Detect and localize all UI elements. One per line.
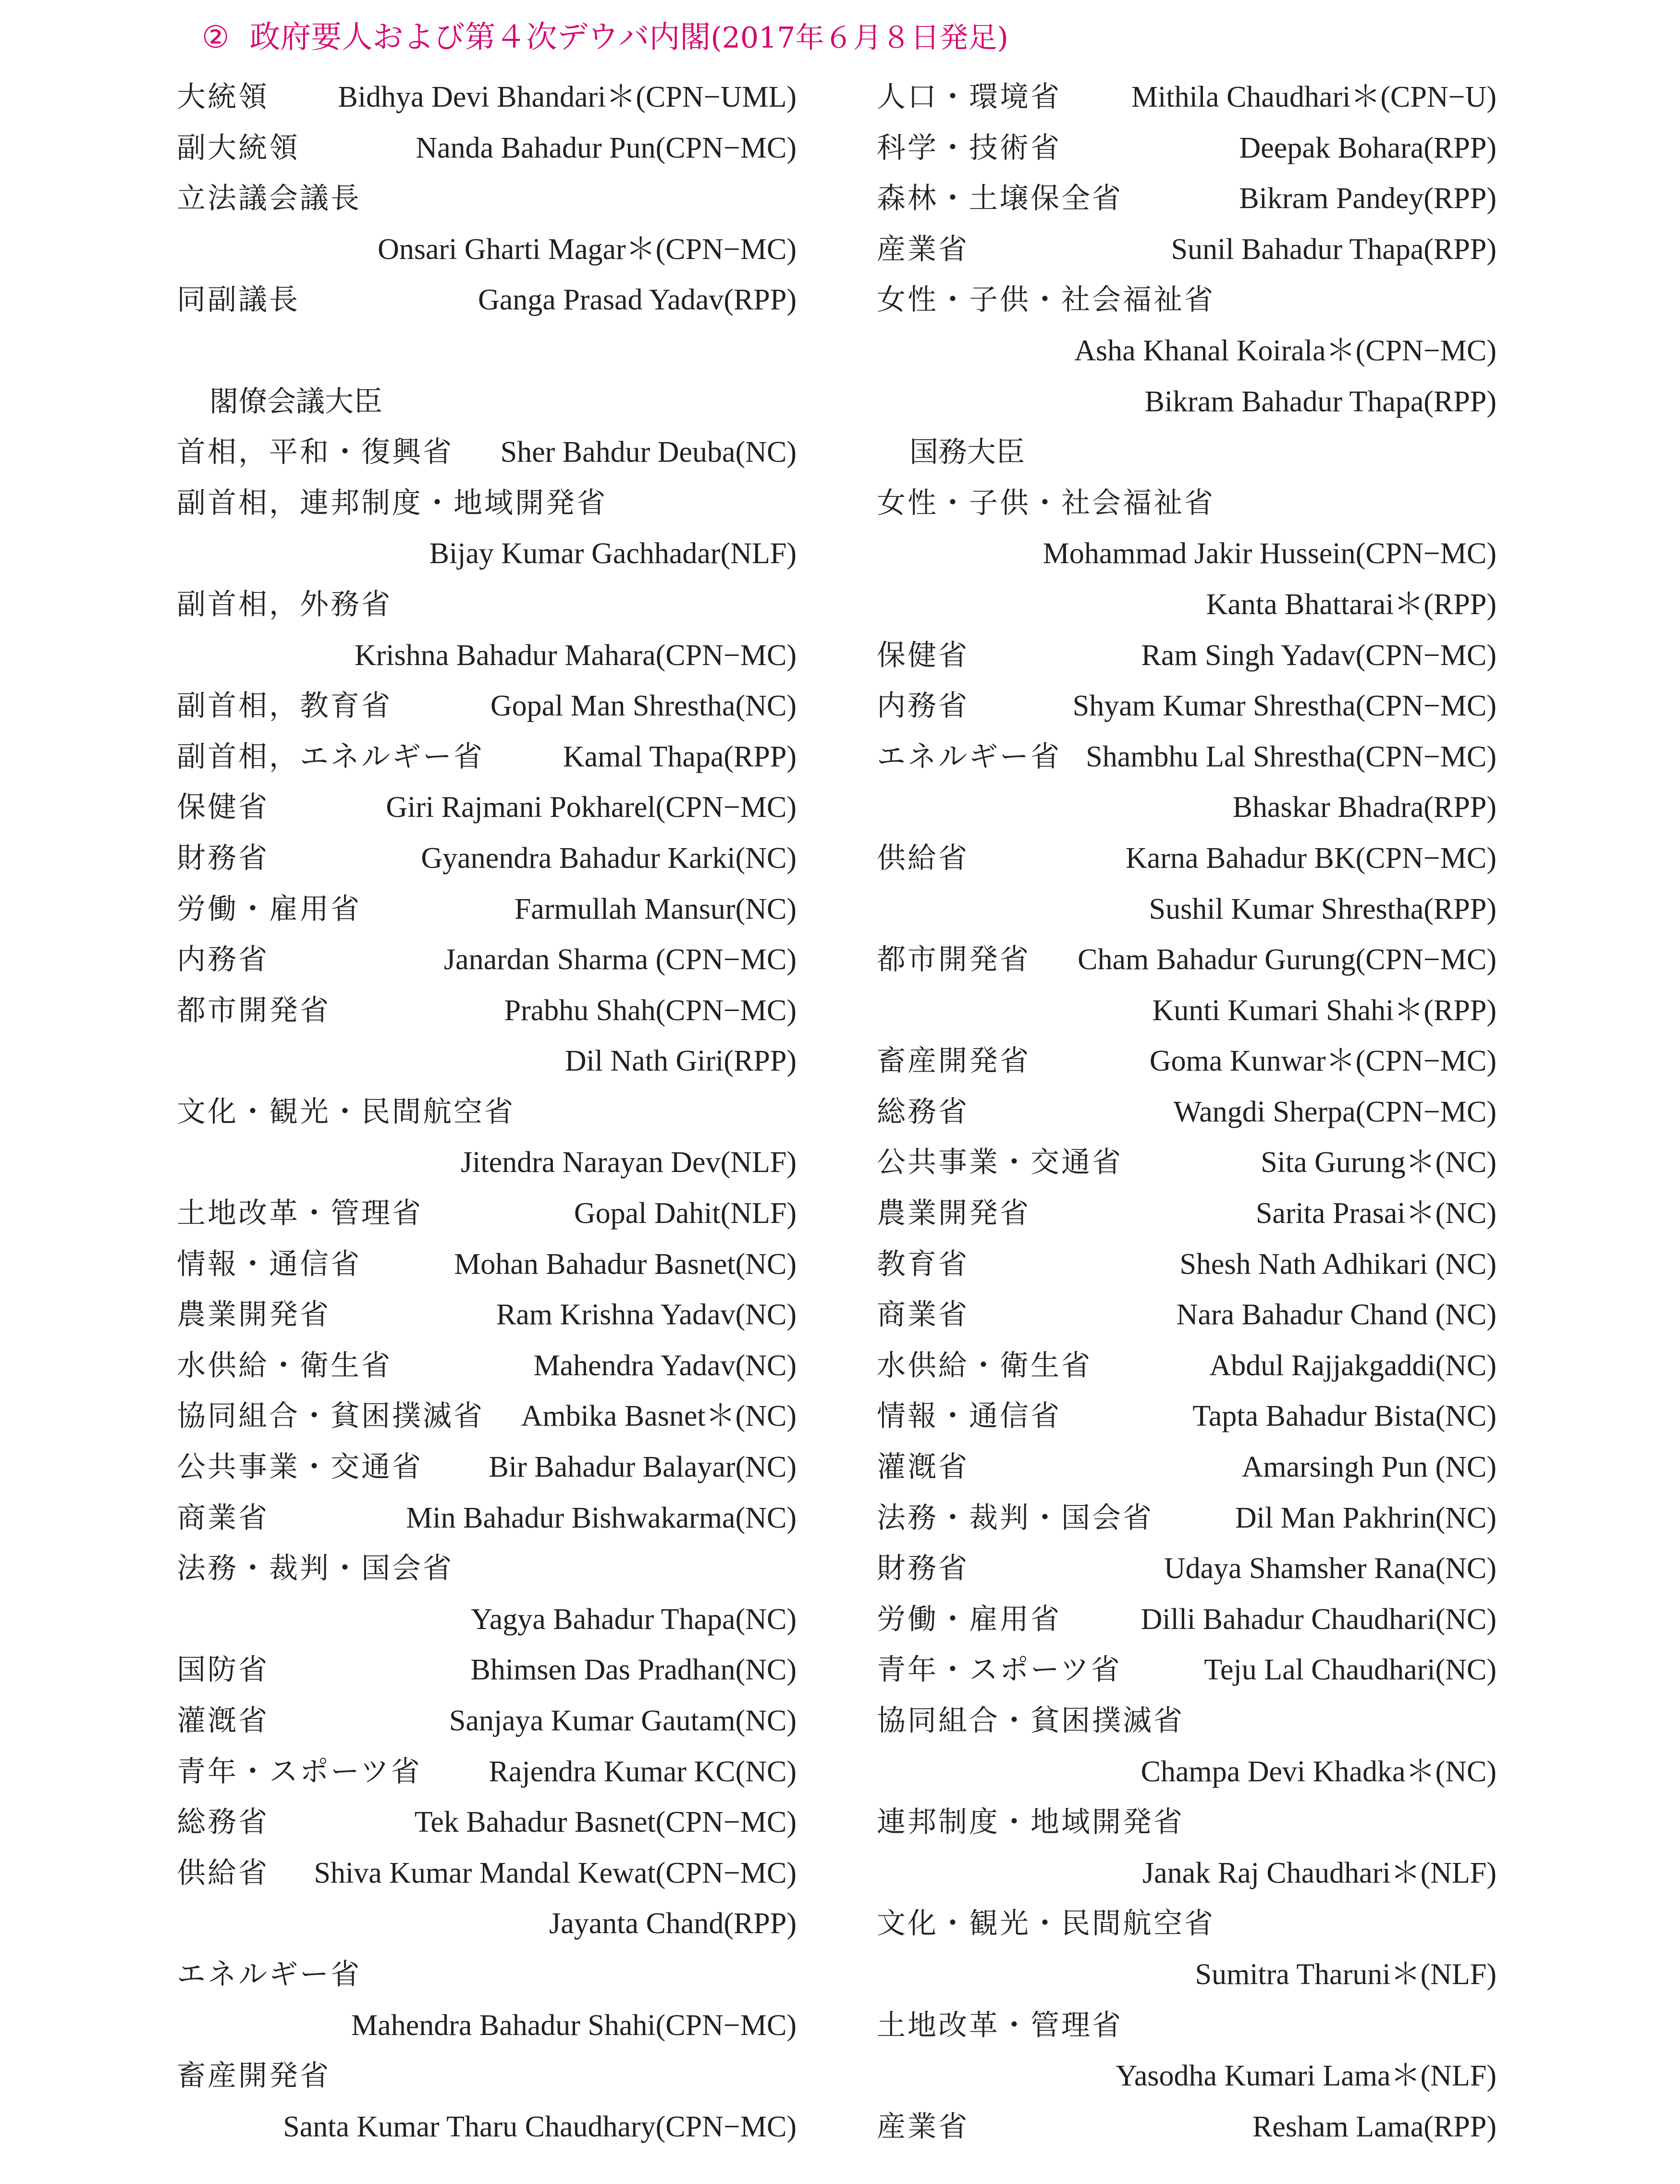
cabinet-row [877, 1899, 1496, 1950]
cabinet-row [177, 2051, 797, 2102]
person-name: Deepak Bohara(RPP) [1239, 131, 1496, 164]
person-name: Gopal Dahit(NLF) [574, 1197, 797, 1230]
cabinet-row [177, 2000, 797, 2051]
cabinet-row [177, 1797, 797, 1848]
person-name: Sumitra Tharuni＊(NLF) [1195, 1958, 1496, 1991]
cabinet-row [177, 1239, 797, 1290]
ministry-name: 公共事業・交通省 [877, 1146, 1123, 1180]
person-name: Rajendra Kumar KC(NC) [489, 1755, 797, 1788]
cabinet-row [177, 1747, 797, 1798]
cabinet-row [877, 1747, 1496, 1798]
cabinet-row [177, 326, 797, 377]
cabinet-row [877, 1797, 1496, 1848]
person-name: Sarita Prasai＊(NC) [1255, 1197, 1496, 1230]
ministry-name: 水供給・衛生省 [177, 1348, 392, 1382]
ministry-name: 副首相，エネルギー省 [177, 740, 484, 774]
ministry-name: 人口・環境省 [877, 80, 1061, 114]
cabinet-row [877, 173, 1496, 224]
ministry-name: 文化・観光・民間航空省 [177, 1095, 515, 1129]
left-column [177, 72, 797, 2152]
cabinet-row [177, 2102, 797, 2153]
person-name: Nanda Bahadur Pun(CPN−MC) [416, 131, 797, 164]
person-name: Karna Bahadur BK(CPN−MC) [1126, 841, 1496, 875]
ministry-name: 情報・通信省 [177, 1247, 361, 1281]
cabinet-row [877, 1087, 1496, 1138]
cabinet-row [177, 1087, 797, 1138]
ministry-name: 商業省 [177, 1501, 269, 1535]
person-name: Farmullah Mansur(NC) [514, 892, 797, 925]
ministry-name: 財務省 [877, 1552, 969, 1586]
person-name: Bikram Bahadur Thapa(RPP) [1144, 385, 1496, 418]
ministry-name: 法務・裁判・国会省 [877, 1501, 1153, 1535]
person-name: Bikram Pandey(RPP) [1239, 182, 1496, 215]
person-name: Cham Bahadur Gurung(CPN−MC) [1078, 943, 1496, 976]
person-name: Prabhu Shah(CPN−MC) [504, 994, 797, 1027]
cabinet-row [877, 1594, 1496, 1645]
person-name: Bijay Kumar Gachhadar(NLF) [429, 537, 797, 570]
person-name: Sushil Kumar Shrestha(RPP) [1149, 892, 1496, 925]
ministry-name: 森林・土壌保全省 [877, 182, 1123, 216]
ministry-name: 内務省 [177, 943, 269, 977]
person-name: Tek Bahadur Basnet(CPN−MC) [414, 1806, 797, 1839]
cabinet-row [877, 1341, 1496, 1392]
person-name: Jitendra Narayan Dev(NLF) [461, 1146, 797, 1179]
person-name: Tapta Bahadur Bista(NC) [1192, 1400, 1496, 1433]
page-title [202, 9, 1008, 66]
person-name: Shesh Nath Adhikari (NC) [1179, 1247, 1496, 1281]
ministry-name: 保健省 [877, 638, 969, 672]
cabinet-row [877, 782, 1496, 833]
ministry-name: 畜産開発省 [177, 2059, 331, 2093]
person-name: Gopal Man Shrestha(NC) [490, 690, 797, 723]
person-name: Sanjaya Kumar Gautam(NC) [449, 1704, 797, 1737]
cabinet-row [177, 1645, 797, 1696]
person-name: Champa Devi Khadka＊(NC) [1140, 1755, 1496, 1788]
person-name: Dilli Bahadur Chaudhari(NC) [1140, 1603, 1496, 1636]
person-name: Abdul Rajjakgaddi(NC) [1209, 1349, 1496, 1382]
cabinet-row [877, 1290, 1496, 1341]
person-name: Dil Nath Giri(RPP) [564, 1045, 797, 1078]
ministry-name: 教育省 [877, 1247, 969, 1281]
ministry-name: 都市開発省 [177, 993, 331, 1027]
cabinet-row [177, 630, 797, 681]
person-name: Mohan Bahadur Basnet(NC) [454, 1247, 797, 1281]
ministry-name: 土地改革・管理省 [877, 2008, 1123, 2042]
ministry-name: 総務省 [177, 1805, 269, 1839]
person-name: Nara Bahadur Chand (NC) [1176, 1298, 1496, 1332]
cabinet-row [877, 630, 1496, 681]
person-name: Min Bahadur Bishwakarma(NC) [406, 1501, 797, 1534]
cabinet-row [877, 1543, 1496, 1594]
cabinet-row [877, 377, 1496, 428]
person-name: Dil Man Pakhrin(NC) [1235, 1501, 1496, 1534]
cabinet-row [177, 1493, 797, 1544]
person-name: Onsari Gharti Magar＊(CPN−MC) [378, 233, 797, 266]
ministry-name: 保健省 [177, 790, 269, 825]
cabinet-row [877, 2000, 1496, 2051]
ministry-name: 灌漑省 [177, 1704, 269, 1738]
ministry-name: 産業省 [877, 232, 969, 266]
cabinet-row [877, 1036, 1496, 1087]
cabinet-row [877, 2051, 1496, 2102]
ministry-name: 財務省 [177, 841, 269, 875]
person-name: Yagya Bahadur Thapa(NC) [471, 1603, 797, 1636]
person-name: Ganga Prasad Yadav(RPP) [478, 284, 797, 317]
right-column [877, 72, 1496, 2152]
ministry-name: 土地改革・管理省 [177, 1197, 423, 1231]
person-name: Gyanendra Bahadur Karki(NC) [421, 841, 797, 875]
cabinet-row [877, 326, 1496, 377]
person-name: Goma Kunwar＊(CPN−MC) [1149, 1045, 1496, 1078]
ministry-name: 副首相，外務省 [177, 587, 392, 621]
person-name: Bhaskar Bhadra(RPP) [1232, 791, 1496, 824]
cabinet-row [877, 1493, 1496, 1544]
person-name: Mithila Chaudhari＊(CPN−U) [1131, 81, 1496, 113]
person-name: Ambika Basnet＊(NC) [521, 1400, 797, 1433]
section-number: ② [202, 20, 230, 55]
person-name: Teju Lal Chaudhari(NC) [1204, 1653, 1496, 1687]
cabinet-row [177, 1341, 797, 1392]
cabinet-row [177, 1594, 797, 1645]
ministry-name: 女性・子供・社会福祉省 [877, 283, 1215, 317]
ministry-name: 水供給・衛生省 [877, 1348, 1092, 1382]
cabinet-row [177, 529, 797, 580]
person-name: Shyam Kumar Shrestha(CPN−MC) [1072, 690, 1496, 723]
cabinet-row [877, 1696, 1496, 1747]
cabinet-row [177, 1290, 797, 1341]
ministry-name: 女性・子供・社会福祉省 [877, 486, 1215, 520]
ministry-name: 青年・スポーツ省 [877, 1653, 1122, 1687]
cabinet-row [177, 1848, 797, 1899]
ministry-name: 立法議会議長 [177, 182, 361, 216]
ministry-name: 協同組合・貧困撲滅省 [177, 1399, 484, 1433]
cabinet-row [877, 275, 1496, 326]
ministry-name: 青年・スポーツ省 [177, 1754, 422, 1789]
cabinet-row [877, 732, 1496, 783]
section-heading: 閣僚会議大臣 [209, 384, 382, 419]
title-text: 政府要人および第４次デウバ内閣 [249, 20, 711, 55]
cabinet-row [177, 1137, 797, 1188]
cabinet-row [177, 224, 797, 275]
person-name: Jayanta Chand(RPP) [549, 1907, 797, 1940]
ministry-name: エネルギー省 [177, 1957, 361, 1991]
person-name: Kamal Thapa(RPP) [563, 740, 797, 773]
ministry-name: 首相，平和・復興省 [177, 435, 454, 469]
ministry-name: 法務・裁判・国会省 [177, 1552, 454, 1586]
ministry-name: 科学・技術省 [877, 131, 1061, 165]
cabinet-row [877, 224, 1496, 275]
ministry-name: 情報・通信省 [877, 1399, 1061, 1433]
person-name: Shambhu Lal Shrestha(CPN−MC) [1086, 740, 1496, 773]
person-name: Mahendra Bahadur Shahi(CPN−MC) [351, 2009, 797, 2042]
ministry-name: 労働・雇用省 [177, 892, 361, 926]
cabinet-row [177, 782, 797, 833]
cabinet-row [877, 529, 1496, 580]
person-name: Wangdi Sherpa(CPN−MC) [1173, 1095, 1496, 1128]
cabinet-row [877, 580, 1496, 630]
person-name: Sher Bahdur Deuba(NC) [500, 436, 797, 469]
ministry-name: 内務省 [877, 689, 969, 723]
ministry-name: 商業省 [877, 1298, 969, 1332]
cabinet-row [177, 275, 797, 326]
person-name: Mohammad Jakir Hussein(CPN−MC) [1042, 537, 1496, 570]
cabinet-row [877, 1239, 1496, 1290]
cabinet-row [877, 1848, 1496, 1899]
ministry-name: エネルギー省 [877, 740, 1061, 774]
person-name: Udaya Shamsher Rana(NC) [1164, 1552, 1496, 1585]
person-name: Kunti Kumari Shahi＊(RPP) [1152, 994, 1496, 1027]
ministry-name: 畜産開発省 [877, 1044, 1030, 1078]
person-name: Ram Singh Yadav(CPN−MC) [1141, 639, 1496, 672]
cabinet-row [877, 1391, 1496, 1442]
cabinet-row [877, 1188, 1496, 1239]
cabinet-row [177, 986, 797, 1036]
cabinet-row [877, 1137, 1496, 1188]
cabinet-row [177, 1543, 797, 1594]
person-name: Giri Rajmani Pokharel(CPN−MC) [386, 791, 797, 824]
cabinet-row [877, 1645, 1496, 1696]
cabinet-row [177, 884, 797, 935]
cabinet-row [177, 173, 797, 224]
cabinet-row [177, 123, 797, 174]
cabinet-row [877, 833, 1496, 884]
cabinet-row [177, 1899, 797, 1950]
person-name: Asha Khanal Koirala＊(CPN−MC) [1074, 334, 1496, 367]
cabinet-row [877, 935, 1496, 986]
ministry-name: 協同組合・貧困撲滅省 [877, 1704, 1184, 1738]
cabinet-row [177, 732, 797, 783]
person-name: Ram Krishna Yadav(NC) [496, 1298, 797, 1332]
ministry-name: 副首相，教育省 [177, 689, 392, 723]
person-name: Bhimsen Das Pradhan(NC) [470, 1653, 797, 1687]
cabinet-row [877, 1442, 1496, 1493]
cabinet-row [877, 2102, 1496, 2153]
ministry-name: 供給省 [177, 1856, 269, 1890]
person-name: Sita Gurung＊(NC) [1261, 1146, 1496, 1179]
ministry-name: 労働・雇用省 [877, 1602, 1061, 1636]
person-name: Janak Raj Chaudhari＊(NLF) [1142, 1856, 1496, 1889]
ministry-name: 産業省 [877, 2110, 969, 2144]
ministry-name: 国防省 [177, 1653, 269, 1687]
ministry-name: 文化・観光・民間航空省 [877, 1907, 1215, 1941]
ministry-name: 農業開発省 [177, 1298, 331, 1332]
cabinet-row [177, 1442, 797, 1493]
cabinet-row [177, 681, 797, 732]
cabinet-row [177, 580, 797, 630]
person-name: Santa Kumar Tharu Chaudhary(CPN−MC) [283, 2110, 797, 2143]
cabinet-row [177, 1188, 797, 1239]
cabinet-row [877, 1950, 1496, 2000]
ministry-name: 大統領 [177, 80, 269, 114]
person-name: Bir Bahadur Balayar(NC) [489, 1451, 797, 1484]
person-name: Krishna Bahadur Mahara(CPN−MC) [354, 639, 797, 672]
ministry-name: 灌漑省 [877, 1450, 969, 1484]
person-name: Mahendra Yadav(NC) [533, 1349, 797, 1382]
cabinet-row [177, 72, 797, 123]
ministry-name: 総務省 [877, 1095, 969, 1129]
person-name: Amarsingh Pun (NC) [1241, 1451, 1496, 1484]
ministry-name: 同副議長 [177, 283, 300, 317]
cabinet-row [877, 681, 1496, 732]
cabinet-row [177, 935, 797, 986]
ministry-name: 連邦制度・地域開発省 [877, 1805, 1184, 1839]
person-name: Bidhya Devi Bhandari＊(CPN−UML) [338, 81, 797, 113]
cabinet-row [177, 1950, 797, 2000]
title-date: (2017年６月８日発足) [711, 21, 1008, 55]
ministry-name: 農業開発省 [877, 1197, 1030, 1231]
cabinet-row [177, 478, 797, 529]
ministry-name: 供給省 [877, 841, 969, 875]
cabinet-row [177, 833, 797, 884]
cabinet-row [877, 123, 1496, 174]
cabinet-row [177, 427, 797, 478]
person-name: Shiva Kumar Mandal Kewat(CPN−MC) [314, 1856, 797, 1889]
cabinet-row [877, 72, 1496, 123]
cabinet-row [877, 884, 1496, 935]
person-name: Resham Lama(RPP) [1252, 2110, 1496, 2143]
ministry-name: 都市開発省 [877, 943, 1030, 977]
section-heading: 国務大臣 [909, 435, 1025, 469]
cabinet-row [177, 1391, 797, 1442]
person-name: Janardan Sharma (CPN−MC) [443, 943, 797, 976]
ministry-name: 副首相，連邦制度・地域開発省 [177, 486, 607, 520]
ministry-name: 公共事業・交通省 [177, 1450, 423, 1484]
cabinet-row [877, 986, 1496, 1036]
person-name: Kanta Bhattarai＊(RPP) [1206, 588, 1496, 621]
cabinet-row [877, 478, 1496, 529]
person-name: Sunil Bahadur Thapa(RPP) [1171, 233, 1496, 266]
cabinet-row [177, 1696, 797, 1747]
ministry-name: 副大統領 [177, 131, 300, 165]
cabinet-row [177, 1036, 797, 1087]
person-name: Yasodha Kumari Lama＊(NLF) [1116, 2060, 1496, 2093]
